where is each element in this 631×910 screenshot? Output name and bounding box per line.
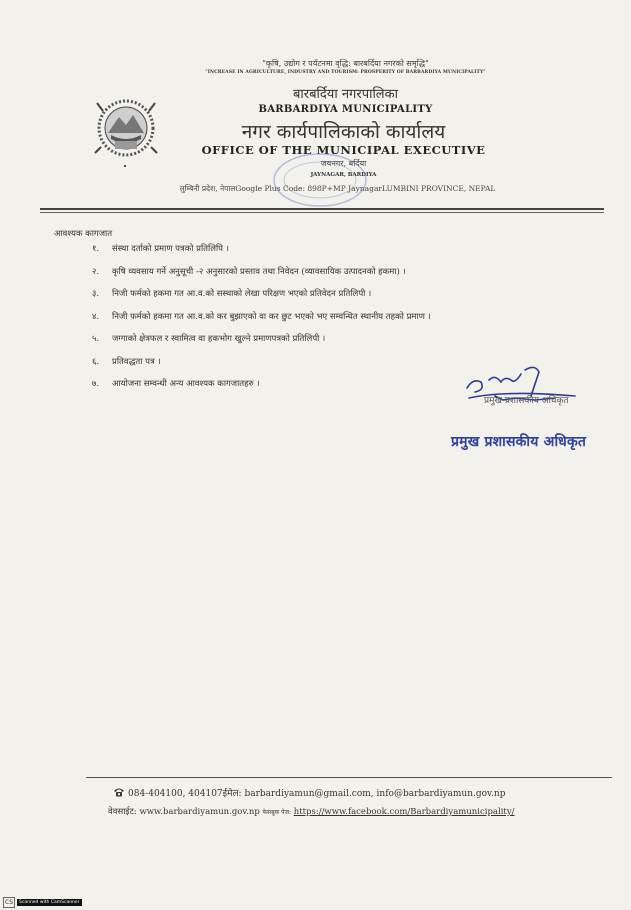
motto-english: "INCREASE IN AGRICULTURE, INDUSTRY AND TOURISM: PROSPERITY OF BARBARDIYA MUNICIPALITY" bbox=[205, 70, 486, 75]
list-item: ४. निजी फर्मको हकमा गत आ.व.को कर बुझाएको वा कर छुट भएको भए सम्वन्धित स्थानीय तहको प्रमाण । bbox=[92, 311, 431, 322]
municipality-name-nepali: बारबर्दिया नगरपालिका bbox=[293, 87, 398, 102]
list-item: ६. प्रतिवद्धता पत्र । bbox=[92, 356, 161, 367]
camscanner-text: Scanned with CamScanner bbox=[19, 900, 80, 905]
footer-divider bbox=[86, 777, 612, 778]
contact-line bbox=[113, 786, 506, 799]
contact-text: 084-404100, 404107ईमेल: barbardiyamun@gmail.com, info@barbardiyamun.gov.np bbox=[128, 789, 506, 799]
camscanner-logo: CS bbox=[5, 899, 13, 906]
list-item: ५. जग्गाको क्षेत्रफल र स्वामित्व वा हकभोग खुल्ने प्रमाणपत्रको प्रतिलिपी । bbox=[92, 334, 326, 344]
website-link[interactable]: www.barbardiyamun.gov.np bbox=[139, 807, 260, 817]
website-label: वेवसाईट: bbox=[108, 807, 137, 817]
list-item: २. कृषि व्यवसाय गर्ने अनुसूची -२ अनुसारको प्रस्ताव तथा निवेदन (व्यावसायिक उत्पादनको हकमा) । bbox=[92, 266, 406, 277]
header-divider-thin bbox=[40, 212, 604, 213]
required-documents-list bbox=[92, 243, 431, 401]
list-item: १. संस्था दर्ताको प्रमाण पत्रको प्रतिलिपि । bbox=[92, 244, 229, 254]
office-title-english: OFFICE OF THE MUNICIPAL EXECUTIVE bbox=[201, 143, 486, 157]
list-item: ७. आयोजना सम्वन्धी अन्य आवश्यक कागजातहरु । bbox=[92, 379, 260, 389]
header-divider bbox=[40, 208, 604, 210]
signatory-stamp: प्रमुख प्रशासकीय अधिकृत bbox=[451, 434, 587, 450]
motto-nepali: "कृषि, उद्योग र पर्यटनमा वृद्धि: बारबर्दिया नगरको समृद्धि" bbox=[262, 59, 429, 68]
camscanner-badge bbox=[3, 897, 82, 908]
address-line: लुम्बिनी प्रदेश, नेपालGoogle Plus Code: 898P+MP JaynagarLUMBINI PROVINCE, NEPAL bbox=[179, 184, 496, 193]
list-item: ३. निजी फर्मको हकमा गत आ.व.को सस्थाको लेखा परिक्षण भएको प्रतिवेदन प्रतिलिपी । bbox=[92, 289, 372, 299]
address-nepali: जयनगर, बर्दिया bbox=[320, 159, 367, 168]
facebook-label: फेसबुक पेज: bbox=[262, 809, 292, 816]
phone-icon bbox=[113, 787, 125, 797]
office-stamp-icon bbox=[270, 150, 370, 210]
office-title-nepali: नगर कार्यपालिकाको कार्यालय bbox=[241, 121, 446, 143]
municipality-name-english: BARBARDIYA MUNICIPALITY bbox=[258, 104, 433, 115]
website-line bbox=[108, 806, 515, 817]
address-english: JAYNAGAR, BARDIYA bbox=[310, 172, 377, 178]
document-title: आवश्यक कागजात bbox=[54, 229, 113, 239]
facebook-link[interactable]: https://www.facebook.com/Barbardiyamunicipality/ bbox=[293, 807, 515, 817]
signatory-title: प्रमुख प्रशासकीय अधिकृत bbox=[484, 396, 569, 406]
